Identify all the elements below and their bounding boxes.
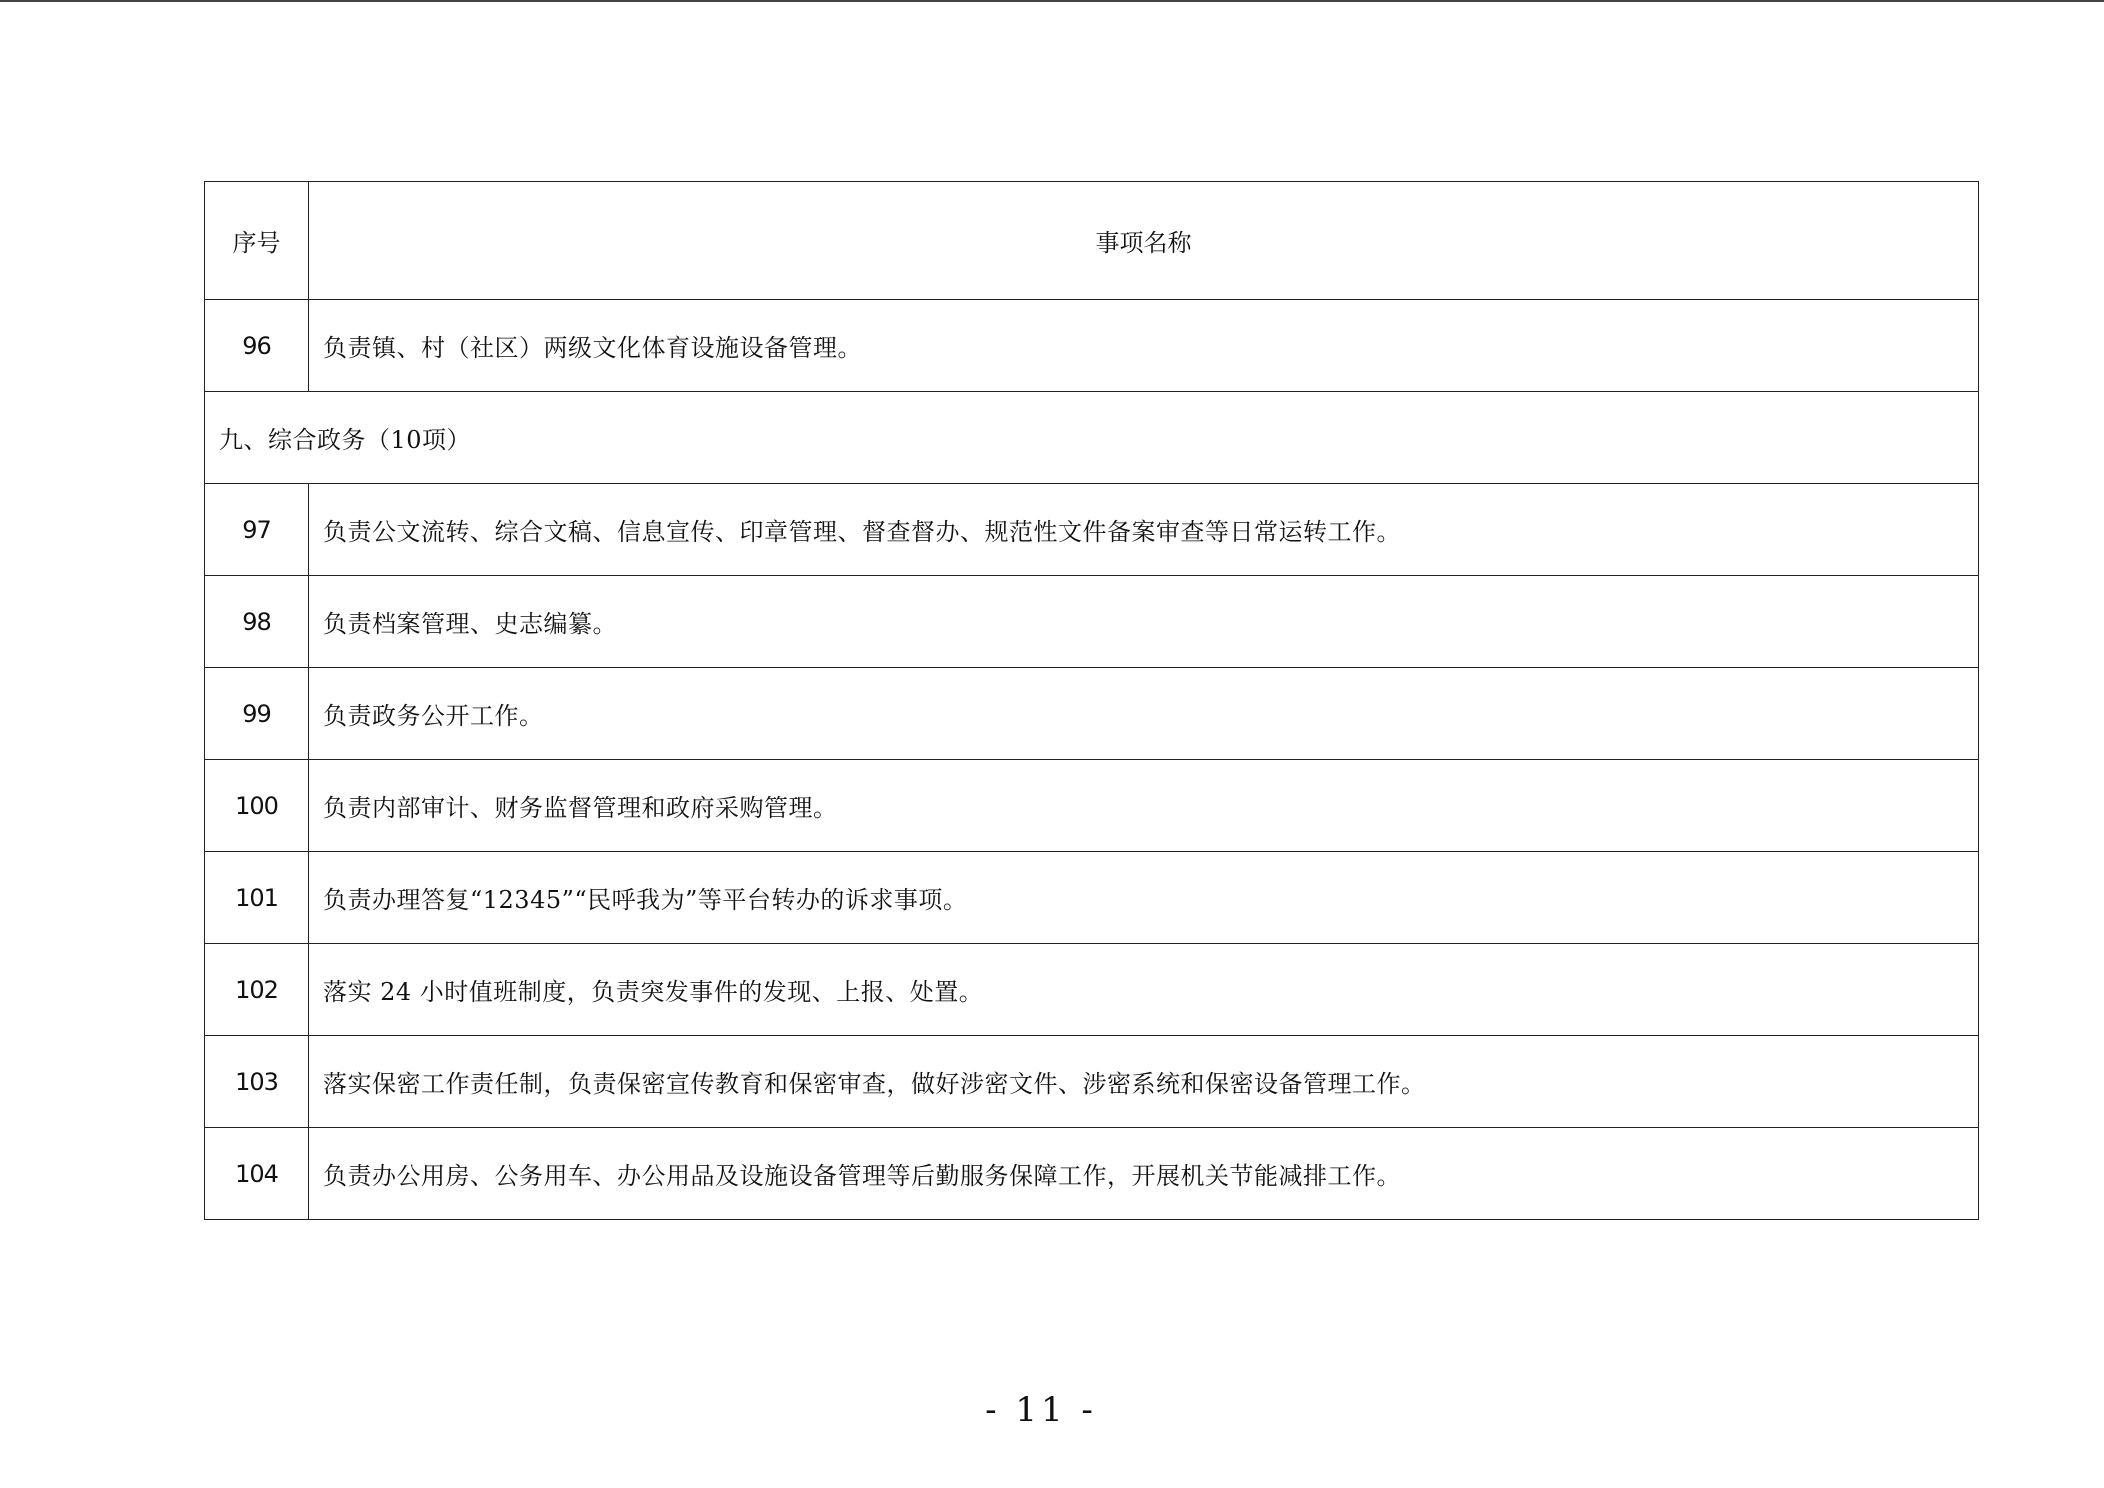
header-matter-name: 事项名称 <box>309 182 1979 300</box>
row-matter-text: 落实保密工作责任制，负责保密宣传教育和保密审查，做好涉密文件、涉密系统和保密设备管理工作。 <box>309 1036 1979 1128</box>
row-matter-text: 负责政务公开工作。 <box>309 668 1979 760</box>
matters-table <box>204 181 1979 1220</box>
page-number: - 11 - <box>985 1390 1097 1430</box>
table-row <box>205 576 1979 668</box>
table-row <box>205 852 1979 944</box>
table-row <box>205 668 1979 760</box>
row-matter-text: 负责公文流转、综合文稿、信息宣传、印章管理、督查督办、规范性文件备案审查等日常运转工作。 <box>309 484 1979 576</box>
row-matter-text: 负责办公用房、公务用车、办公用品及设施设备管理等后勤服务保障工作，开展机关节能减排工作。 <box>309 1128 1979 1220</box>
row-matter-text: 负责内部审计、财务监督管理和政府采购管理。 <box>309 760 1979 852</box>
table-row <box>205 300 1979 392</box>
row-number: 96 <box>205 300 309 392</box>
row-matter-text: 落实 24 小时值班制度，负责突发事件的发现、上报、处置。 <box>309 944 1979 1036</box>
row-matter-text: 负责档案管理、史志编纂。 <box>309 576 1979 668</box>
table-row <box>205 484 1979 576</box>
table-row <box>205 760 1979 852</box>
table-row <box>205 1036 1979 1128</box>
row-number: 97 <box>205 484 309 576</box>
row-number: 100 <box>205 760 309 852</box>
row-matter-text: 负责办理答复“12345”“民呼我为”等平台转办的诉求事项。 <box>309 852 1979 944</box>
section-heading: 九、综合政务（10项） <box>205 392 1979 484</box>
row-number: 103 <box>205 1036 309 1128</box>
table-header-row <box>205 182 1979 300</box>
row-number: 102 <box>205 944 309 1036</box>
header-number: 序号 <box>205 182 309 300</box>
row-number: 98 <box>205 576 309 668</box>
top-border-line <box>0 0 2104 2</box>
section-heading-row <box>205 392 1979 484</box>
row-number: 101 <box>205 852 309 944</box>
row-matter-text: 负责镇、村（社区）两级文化体育设施设备管理。 <box>309 300 1979 392</box>
table-row <box>205 1128 1979 1220</box>
table-row <box>205 944 1979 1036</box>
row-number: 104 <box>205 1128 309 1220</box>
row-number: 99 <box>205 668 309 760</box>
